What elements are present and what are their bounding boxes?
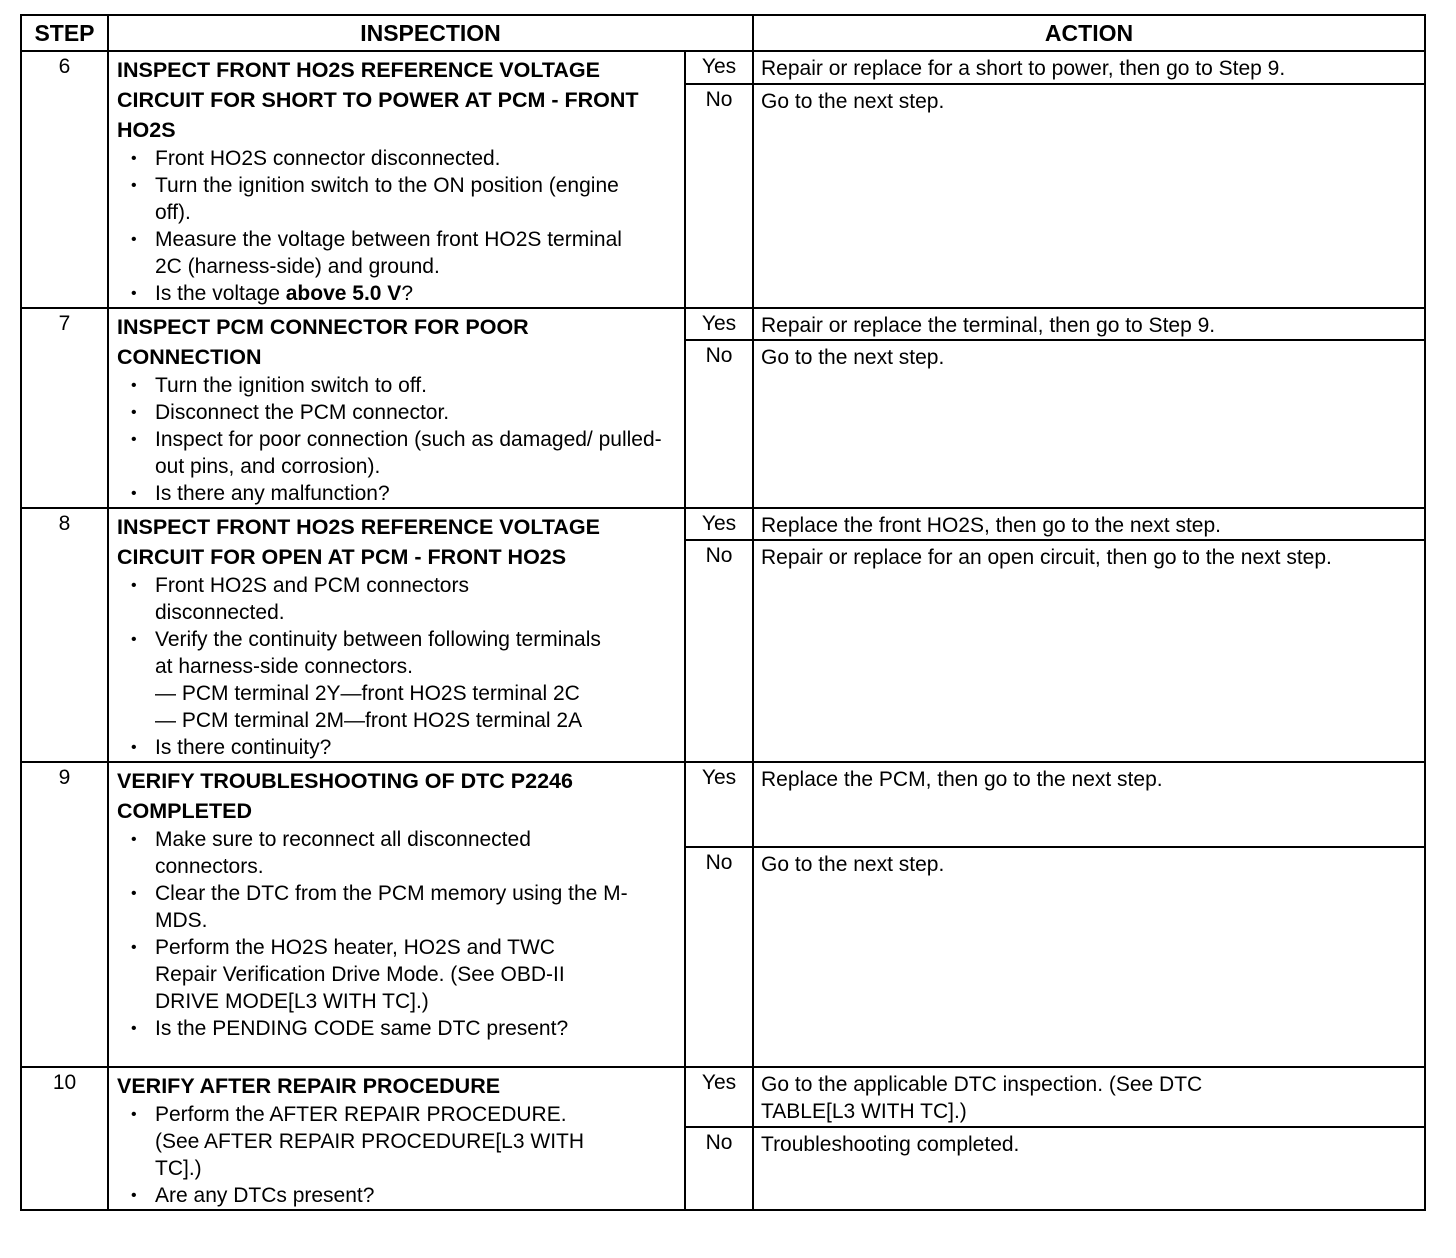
inspection-cell xyxy=(108,762,685,1067)
no-label: No xyxy=(685,540,753,762)
no-action: Repair or replace for an open circuit, then go to the next step. xyxy=(753,540,1425,762)
inspection-bullets xyxy=(117,372,678,507)
bullet-item: • Front HO2S and PCM connectors disconnected. xyxy=(117,572,678,626)
bullet-item: • Is the PENDING CODE same DTC present? xyxy=(117,1015,678,1042)
yes-action: Repair or replace the terminal, then go to Step 9. xyxy=(753,308,1425,340)
step-row-10 xyxy=(21,1067,1425,1127)
step-row-6 xyxy=(21,51,1425,84)
bullet-item: • Turn the ignition switch to the ON position (engine off). xyxy=(117,172,678,226)
inspection-cell xyxy=(108,508,685,762)
header-step: STEP xyxy=(21,15,108,51)
step-row-7 xyxy=(21,308,1425,340)
bullet-item: • Measure the voltage between front HO2S terminal 2C (harness-side) and ground. xyxy=(117,226,678,280)
bullet-item: • Turn the ignition switch to off. xyxy=(117,372,678,399)
step-number: 6 xyxy=(21,51,108,308)
inspection-title: INSPECT FRONT HO2S REFERENCE VOLTAGE CIRCUIT FOR SHORT TO POWER AT PCM - FRONT HO2S xyxy=(117,58,639,142)
step-number: 8 xyxy=(21,508,108,762)
inspection-title: VERIFY TROUBLESHOOTING OF DTC P2246 COMPLETED xyxy=(117,769,573,823)
bullet-item: • Front HO2S connector disconnected. xyxy=(117,145,678,172)
inspection-bullets xyxy=(117,572,678,761)
yes-action: Repair or replace for a short to power, then go to Step 9. xyxy=(753,51,1425,84)
step-row-9 xyxy=(21,762,1425,847)
inspection-bullets xyxy=(117,1101,678,1209)
no-label: No xyxy=(685,1127,753,1210)
no-action: Troubleshooting completed. xyxy=(753,1127,1425,1210)
sub-item: — PCM terminal 2Y—front HO2S terminal 2C xyxy=(155,682,580,705)
yes-label: Yes xyxy=(685,762,753,847)
bullet-item: • Clear the DTC from the PCM memory using the M-MDS. xyxy=(117,880,678,934)
inspection-title: VERIFY AFTER REPAIR PROCEDURE xyxy=(117,1074,501,1098)
no-label: No xyxy=(685,84,753,308)
step-number: 10 xyxy=(21,1067,108,1210)
bullet-item: • Make sure to reconnect all disconnected connectors. xyxy=(117,826,678,880)
yes-label: Yes xyxy=(685,1067,753,1127)
inspection-cell xyxy=(108,1067,685,1210)
step-number: 9 xyxy=(21,762,108,1067)
no-label: No xyxy=(685,340,753,508)
yes-label: Yes xyxy=(685,51,753,84)
inspection-title: INSPECT FRONT HO2S REFERENCE VOLTAGE CIRCUIT FOR OPEN AT PCM - FRONT HO2S xyxy=(117,515,600,569)
yes-label: Yes xyxy=(685,508,753,540)
header-inspection: INSPECTION xyxy=(108,15,753,51)
bullet-item xyxy=(117,280,678,307)
bullet-item: • Perform the HO2S heater, HO2S and TWC Repair Verification Drive Mode. (See OBD-II DRIVE MODE[L3 WITH TC].) xyxy=(117,934,678,1015)
bullet-item: • Is there any malfunction? xyxy=(117,480,678,507)
no-label: No xyxy=(685,847,753,1067)
yes-label: Yes xyxy=(685,308,753,340)
troubleshooting-sheet xyxy=(20,14,1426,1211)
header-action: ACTION xyxy=(753,15,1425,51)
header-row xyxy=(21,15,1425,51)
bullet-item: • Verify the continuity between following terminals at harness-side connectors. xyxy=(117,626,678,680)
inspection-cell xyxy=(108,308,685,508)
inspection-title: INSPECT PCM CONNECTOR FOR POOR CONNECTION xyxy=(117,315,529,369)
step-number: 7 xyxy=(21,308,108,508)
inspection-bullets xyxy=(117,145,678,307)
no-action: Go to the next step. xyxy=(753,847,1425,1067)
yes-action: Replace the front HO2S, then go to the next step. xyxy=(753,508,1425,540)
bullet-item: • Perform the AFTER REPAIR PROCEDURE. (See AFTER REPAIR PROCEDURE[L3 WITH TC].) xyxy=(117,1101,678,1182)
yes-action: Go to the applicable DTC inspection. (See DTC TABLE[L3 WITH TC].) xyxy=(753,1067,1425,1127)
bullet-item: • Inspect for poor connection (such as damaged/ pulled-out pins, and corrosion). xyxy=(117,426,678,480)
bullet-item: • Are any DTCs present? xyxy=(117,1182,678,1209)
sub-item: — PCM terminal 2M—front HO2S terminal 2A xyxy=(155,709,583,732)
question-end: ? xyxy=(401,282,413,305)
troubleshooting-table xyxy=(20,14,1426,1211)
question-threshold: above 5.0 V xyxy=(285,282,402,305)
bullet-item: • Is there continuity? xyxy=(117,734,678,761)
bullet-item: • Disconnect the PCM connector. xyxy=(117,399,678,426)
no-action: Go to the next step. xyxy=(753,84,1425,308)
inspection-bullets xyxy=(117,826,678,1042)
step-row-8 xyxy=(21,508,1425,540)
yes-action: Replace the PCM, then go to the next step. xyxy=(753,762,1425,847)
question-text: Is the voltage xyxy=(155,282,286,305)
inspection-cell xyxy=(108,51,685,308)
no-action: Go to the next step. xyxy=(753,340,1425,508)
